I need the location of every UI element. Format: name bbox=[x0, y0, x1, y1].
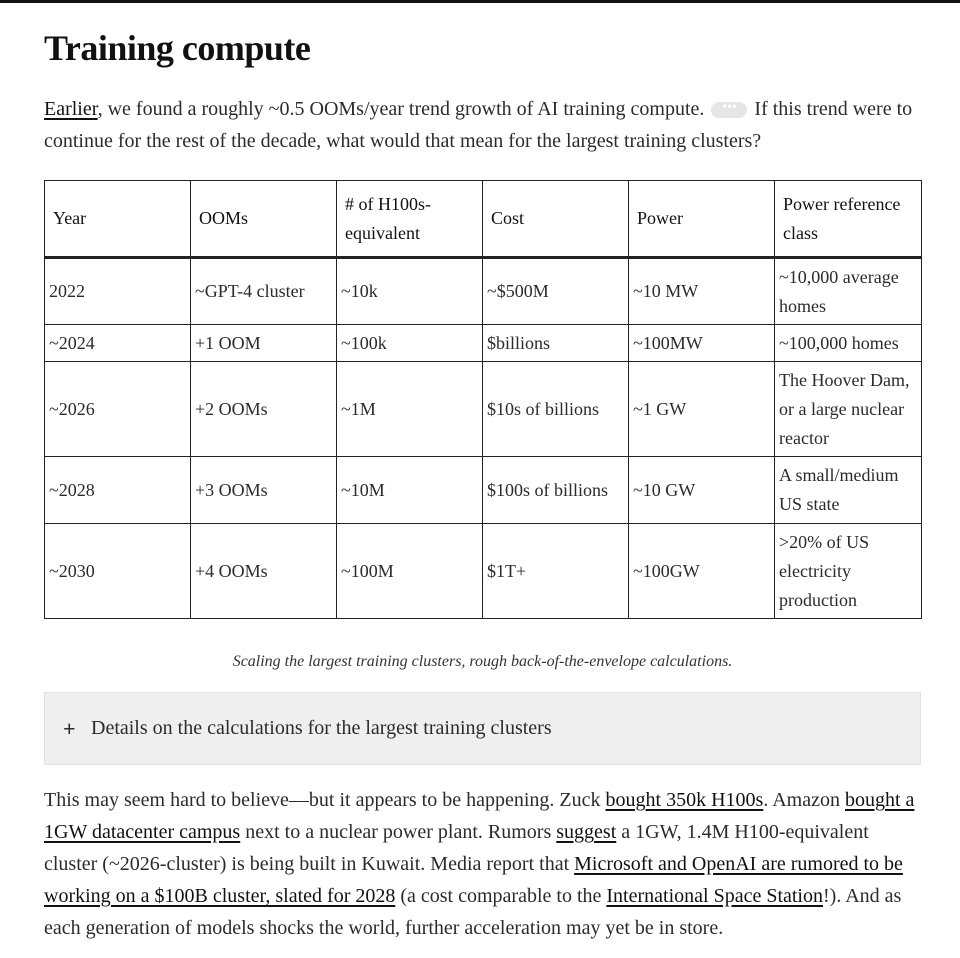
header-power: Power bbox=[629, 181, 775, 258]
body-text: a 1GW, 1.4M H100-equivalent cluster (~2026-cluster) is being built in Kuwait. Media report that bbox=[44, 821, 869, 875]
header-h100s: # of H100s-equivalent bbox=[337, 181, 483, 258]
cell-ooms: +2 OOMs bbox=[191, 362, 337, 457]
iss-link[interactable]: International Space Station bbox=[606, 885, 823, 907]
body-text: !). And as each generation of models shocks the world, further acceleration may yet be in store. bbox=[44, 885, 902, 939]
body-text: next to a nuclear power plant. Rumors bbox=[240, 821, 557, 843]
cell-power-reference: A small/medium US state bbox=[775, 457, 922, 524]
cell-power: ~100GW bbox=[629, 524, 775, 619]
amazon-datacenter-link[interactable]: bought a 1GW datacenter campus bbox=[44, 789, 915, 843]
body-text: (a cost comparable to the bbox=[395, 885, 607, 907]
suggest-link[interactable]: suggest bbox=[556, 821, 617, 843]
cell-year: 2022 bbox=[45, 258, 191, 325]
cell-ooms: ~GPT-4 cluster bbox=[191, 258, 337, 325]
table-row bbox=[45, 325, 922, 362]
cell-h100s: ~100k bbox=[337, 325, 483, 362]
cell-year: ~2026 bbox=[45, 362, 191, 457]
header-power-reference: Power reference class bbox=[775, 181, 922, 258]
training-clusters-table bbox=[44, 180, 922, 619]
cell-power-reference: ~10,000 average homes bbox=[775, 258, 922, 325]
plus-icon: + bbox=[63, 715, 76, 741]
cell-cost: $1T+ bbox=[483, 524, 629, 619]
details-label: Details on the calculations for the largest training clusters bbox=[91, 717, 552, 739]
details-toggle[interactable] bbox=[44, 692, 921, 765]
intro-text-1: , we found a roughly ~0.5 OOMs/year trend growth of AI training compute. bbox=[97, 98, 705, 120]
section-title: Training compute bbox=[44, 28, 311, 68]
table-caption: Scaling the largest training clusters, rough back-of-the-envelope calculations. bbox=[232, 653, 733, 670]
header-year: Year bbox=[45, 181, 191, 258]
body-text: . Amazon bbox=[763, 789, 845, 811]
cell-h100s: ~1M bbox=[337, 362, 483, 457]
cell-year: ~2030 bbox=[45, 524, 191, 619]
cell-ooms: +3 OOMs bbox=[191, 457, 337, 524]
header-cost: Cost bbox=[483, 181, 629, 258]
cell-cost: $10s of billions bbox=[483, 362, 629, 457]
cell-power-reference: ~100,000 homes bbox=[775, 325, 922, 362]
earlier-link[interactable]: Earlier bbox=[44, 98, 98, 120]
cell-year: ~2024 bbox=[45, 325, 191, 362]
cell-year: ~2028 bbox=[45, 457, 191, 524]
cell-power: ~1 GW bbox=[629, 362, 775, 457]
intro-text-2: If this trend were to continue for the rest of the decade, what would that mean for the largest training clusters? bbox=[44, 98, 913, 152]
header-ooms: OOMs bbox=[191, 181, 337, 258]
cell-ooms: +1 OOM bbox=[191, 325, 337, 362]
table-header-row bbox=[45, 181, 922, 258]
cell-power-reference: The Hoover Dam, or a large nuclear reactor bbox=[775, 362, 922, 457]
body-text: This may seem hard to believe—but it appears to be happening. Zuck bbox=[44, 789, 606, 811]
body-paragraph bbox=[44, 784, 921, 944]
zuck-h100s-link[interactable]: bought 350k H100s bbox=[605, 789, 764, 811]
cell-power-reference: >20% of US electricity production bbox=[775, 524, 922, 619]
footnote-button[interactable]: ••• bbox=[711, 102, 747, 118]
cell-h100s: ~100M bbox=[337, 524, 483, 619]
cell-cost: $100s of billions bbox=[483, 457, 629, 524]
cell-cost: ~$500M bbox=[483, 258, 629, 325]
table-row bbox=[45, 524, 922, 619]
cell-power: ~10 MW bbox=[629, 258, 775, 325]
cell-h100s: ~10k bbox=[337, 258, 483, 325]
cell-power: ~10 GW bbox=[629, 457, 775, 524]
cell-cost: $billions bbox=[483, 325, 629, 362]
cell-ooms: +4 OOMs bbox=[191, 524, 337, 619]
intro-paragraph bbox=[44, 93, 921, 157]
microsoft-openai-link[interactable]: Microsoft and OpenAI are rumored to be working on a $100B cluster, slated for 2028 bbox=[44, 853, 903, 907]
table-row bbox=[45, 258, 922, 325]
cell-power: ~100MW bbox=[629, 325, 775, 362]
cell-h100s: ~10M bbox=[337, 457, 483, 524]
table-row bbox=[45, 457, 922, 524]
table-row bbox=[45, 362, 922, 457]
